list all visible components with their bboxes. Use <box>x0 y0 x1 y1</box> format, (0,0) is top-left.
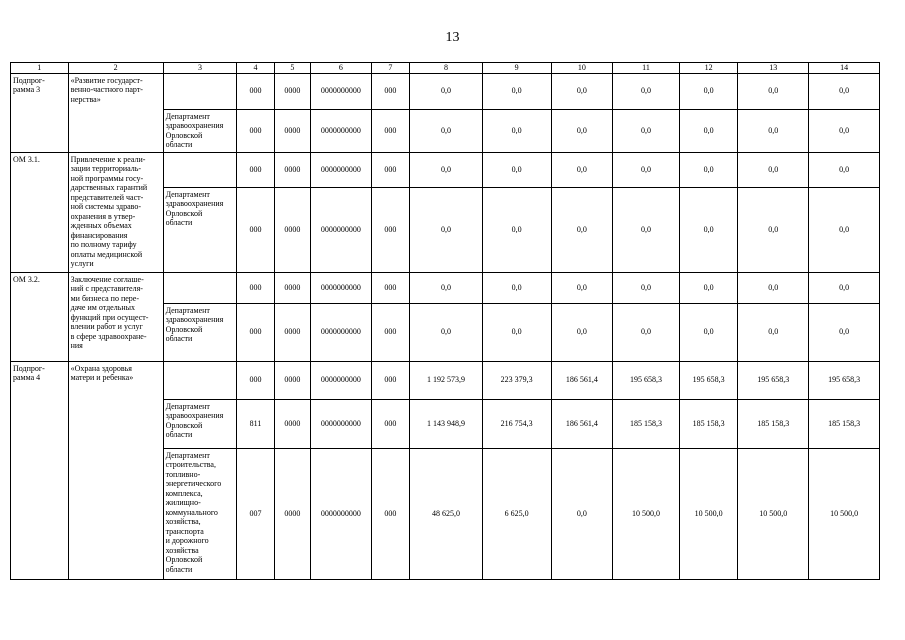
funding-value: 10 500,0 <box>809 448 880 579</box>
code-csr: 0000000000 <box>311 73 372 109</box>
funding-value: 10 500,0 <box>613 448 680 579</box>
code-rzpr: 0000 <box>274 73 310 109</box>
responsible-executor: Департамент здравоохранения Орловской области <box>163 303 237 361</box>
code-vr: 000 <box>371 399 409 448</box>
table-row <box>11 361 880 399</box>
responsible-executor <box>163 152 237 187</box>
funding-value: 0,0 <box>410 303 483 361</box>
column-header: 4 <box>237 63 274 74</box>
funding-value: 0,0 <box>809 73 880 109</box>
responsible-executor <box>163 73 237 109</box>
funding-value: 0,0 <box>809 109 880 152</box>
table-row <box>11 73 880 109</box>
row-name: «Охрана здоровья матери и ребенка» <box>68 361 163 579</box>
funding-value: 0,0 <box>679 303 738 361</box>
funding-value: 0,0 <box>613 109 680 152</box>
funding-value: 0,0 <box>738 73 809 109</box>
code-grbs: 000 <box>237 187 274 272</box>
code-grbs: 000 <box>237 152 274 187</box>
code-vr: 000 <box>371 73 409 109</box>
funding-value: 0,0 <box>482 109 551 152</box>
funding-value: 10 500,0 <box>679 448 738 579</box>
table-row <box>11 272 880 303</box>
code-rzpr: 0000 <box>274 303 310 361</box>
page-number: 13 <box>445 30 460 45</box>
code-rzpr: 0000 <box>274 399 310 448</box>
column-header: 8 <box>410 63 483 74</box>
code-csr: 0000000000 <box>311 303 372 361</box>
funding-value: 0,0 <box>679 73 738 109</box>
funding-value: 0,0 <box>482 73 551 109</box>
column-header: 6 <box>311 63 372 74</box>
funding-value: 0,0 <box>613 73 680 109</box>
code-vr: 000 <box>371 272 409 303</box>
column-header: 12 <box>679 63 738 74</box>
code-rzpr: 0000 <box>274 152 310 187</box>
column-header: 5 <box>274 63 310 74</box>
row-code: ОМ 3.1. <box>11 152 69 272</box>
funding-value: 0,0 <box>410 73 483 109</box>
code-csr: 0000000000 <box>311 109 372 152</box>
funding-value: 0,0 <box>551 303 613 361</box>
code-vr: 000 <box>371 448 409 579</box>
code-rzpr: 0000 <box>274 361 310 399</box>
funding-value: 0,0 <box>809 152 880 187</box>
funding-value: 186 561,4 <box>551 399 613 448</box>
row-name: Привлечение к реали- зации территориаль- ной программы госу- дарственных гарантий представителей част- ной системы здраво- охранения в утвер- жденных объемах финансирования по полному тарифу оплаты медицинской услуги <box>68 152 163 272</box>
column-header: 13 <box>738 63 809 74</box>
funding-value: 195 658,3 <box>679 361 738 399</box>
funding-value: 6 625,0 <box>482 448 551 579</box>
row-code: ОМ 3.2. <box>11 272 69 361</box>
funding-value: 0,0 <box>738 272 809 303</box>
code-vr: 000 <box>371 187 409 272</box>
funding-value: 195 658,3 <box>738 361 809 399</box>
funding-value: 0,0 <box>679 187 738 272</box>
funding-value: 0,0 <box>809 303 880 361</box>
funding-value: 0,0 <box>551 448 613 579</box>
responsible-executor <box>163 272 237 303</box>
responsible-executor: Департамент строительства, топливно- энергетического комплекса, жилищно- коммунального хозяйства, транспорта и дорожного хозяйства Орловской области <box>163 448 237 579</box>
responsible-executor: Департамент здравоохранения Орловской области <box>163 399 237 448</box>
column-header: 9 <box>482 63 551 74</box>
funding-value: 0,0 <box>809 187 880 272</box>
funding-value: 0,0 <box>738 187 809 272</box>
funding-value: 185 158,3 <box>613 399 680 448</box>
funding-value: 0,0 <box>679 272 738 303</box>
funding-value: 0,0 <box>410 187 483 272</box>
funding-value: 0,0 <box>551 272 613 303</box>
code-vr: 000 <box>371 361 409 399</box>
code-rzpr: 0000 <box>274 448 310 579</box>
code-vr: 000 <box>371 109 409 152</box>
responsible-executor: Департамент здравоохранения Орловской области <box>163 187 237 272</box>
code-grbs: 007 <box>237 448 274 579</box>
funding-value: 0,0 <box>738 109 809 152</box>
column-header: 3 <box>163 63 237 74</box>
funding-value: 0,0 <box>482 303 551 361</box>
funding-value: 186 561,4 <box>551 361 613 399</box>
funding-value: 48 625,0 <box>410 448 483 579</box>
funding-value: 0,0 <box>738 152 809 187</box>
column-header: 10 <box>551 63 613 74</box>
row-name: Заключение соглаше- ний с представителя- ми бизнеса по пере- даче им отдельных функций при осущест- влении работ и услуг в сфере здравоохране- ния <box>68 272 163 361</box>
code-rzpr: 0000 <box>274 272 310 303</box>
code-csr: 0000000000 <box>311 448 372 579</box>
funding-value: 0,0 <box>679 109 738 152</box>
table-row <box>11 152 880 187</box>
funding-value: 0,0 <box>482 152 551 187</box>
code-csr: 0000000000 <box>311 152 372 187</box>
funding-value: 0,0 <box>613 303 680 361</box>
funding-value: 1 143 948,9 <box>410 399 483 448</box>
column-header: 14 <box>809 63 880 74</box>
funding-value: 185 158,3 <box>738 399 809 448</box>
code-grbs: 000 <box>237 272 274 303</box>
funding-value: 0,0 <box>551 109 613 152</box>
responsible-executor: Департамент здравоохранения Орловской области <box>163 109 237 152</box>
funding-value: 0,0 <box>410 109 483 152</box>
funding-value: 185 158,3 <box>679 399 738 448</box>
funding-value: 185 158,3 <box>809 399 880 448</box>
row-code: Подпрог- рамма 3 <box>11 73 69 152</box>
funding-value: 0,0 <box>551 152 613 187</box>
column-header: 11 <box>613 63 680 74</box>
budget-table <box>10 62 880 580</box>
code-grbs: 000 <box>237 303 274 361</box>
funding-value: 195 658,3 <box>809 361 880 399</box>
funding-value: 0,0 <box>410 152 483 187</box>
funding-value: 0,0 <box>482 187 551 272</box>
funding-value: 0,0 <box>551 187 613 272</box>
code-vr: 000 <box>371 303 409 361</box>
code-grbs: 000 <box>237 109 274 152</box>
code-csr: 0000000000 <box>311 361 372 399</box>
funding-value: 216 754,3 <box>482 399 551 448</box>
column-header: 7 <box>371 63 409 74</box>
row-name: «Развитие государст- венно-частного парт- нерства» <box>68 73 163 152</box>
code-vr: 000 <box>371 152 409 187</box>
column-header: 2 <box>68 63 163 74</box>
code-grbs: 811 <box>237 399 274 448</box>
code-csr: 0000000000 <box>311 187 372 272</box>
code-grbs: 000 <box>237 73 274 109</box>
funding-value: 0,0 <box>410 272 483 303</box>
funding-value: 0,0 <box>482 272 551 303</box>
funding-value: 223 379,3 <box>482 361 551 399</box>
funding-value: 195 658,3 <box>613 361 680 399</box>
funding-value: 0,0 <box>679 152 738 187</box>
code-rzpr: 0000 <box>274 109 310 152</box>
code-rzpr: 0000 <box>274 187 310 272</box>
code-csr: 0000000000 <box>311 399 372 448</box>
funding-value: 0,0 <box>613 187 680 272</box>
code-csr: 0000000000 <box>311 272 372 303</box>
column-header: 1 <box>11 63 69 74</box>
funding-value: 1 192 573,9 <box>410 361 483 399</box>
funding-value: 0,0 <box>809 272 880 303</box>
funding-value: 10 500,0 <box>738 448 809 579</box>
code-grbs: 000 <box>237 361 274 399</box>
funding-value: 0,0 <box>613 272 680 303</box>
row-code: Подпрог- рамма 4 <box>11 361 69 579</box>
responsible-executor <box>163 361 237 399</box>
funding-value: 0,0 <box>613 152 680 187</box>
column-number-row <box>11 63 880 74</box>
funding-value: 0,0 <box>738 303 809 361</box>
funding-value: 0,0 <box>551 73 613 109</box>
